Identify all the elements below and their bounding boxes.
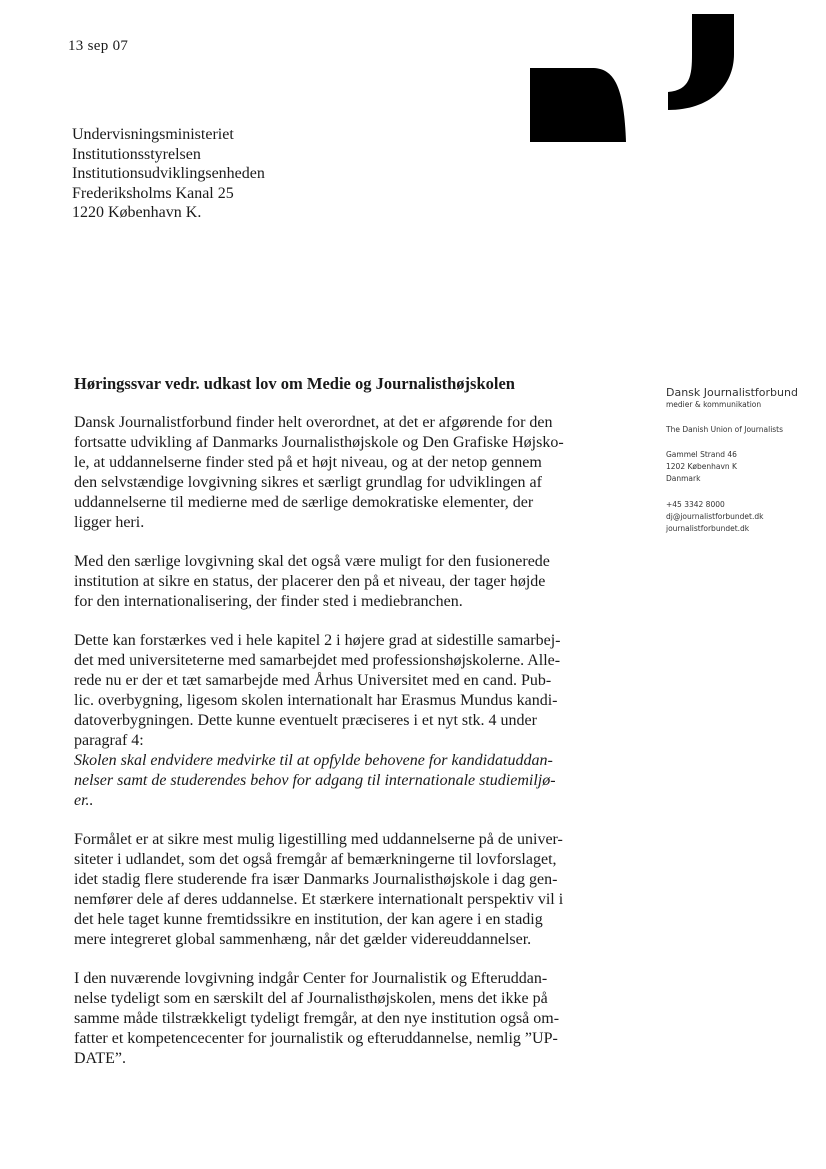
text-line: Med den særlige lovgivning skal det også være muligt for den fusionerede (74, 553, 550, 570)
text-line: le, at uddannelserne finder sted på et højt niveau, og at der netop gennem (74, 454, 542, 471)
recipient-address (72, 125, 265, 223)
recipient-line: Frederiksholms Kanal 25 (72, 184, 234, 202)
sender-name: Dansk Journalistforbund (666, 386, 798, 399)
proposed-text-line: er.. (74, 792, 94, 809)
text-line: nelse tydeligt som en særskilt del af Journalisthøjskolen, mens det ikke på (74, 990, 548, 1007)
text-line: for den internationalisering, der finder sted i mediebranchen. (74, 593, 463, 610)
recipient-line: Institutionsstyrelsen (72, 145, 201, 163)
logo-d-shape (530, 68, 626, 142)
sender-contact (666, 499, 816, 535)
text-line: DATE”. (74, 1050, 126, 1067)
text-line: det hele taget kunne fremtidssikre en institution, der kan agere i en stadig (74, 911, 543, 928)
proposed-text-line: nelser samt de studerendes behov for adgang til internationale studiemiljø- (74, 772, 556, 789)
text-line: det med universiteterne med samarbejdet med professionshøjskolerne. Alle- (74, 652, 561, 669)
text-line: rede nu er der et tæt samarbejde med Århus Universitet med en cand. Pub- (74, 672, 552, 689)
text-line: idet stadig flere studerende fra især Danmarks Journalisthøjskole i dag gen- (74, 871, 558, 888)
sender-address-line: Gammel Strand 46 (666, 450, 737, 459)
text-line: fortsatte udvikling af Danmarks Journalisthøjskole og Den Grafiske Højsko- (74, 434, 564, 451)
letter-body (74, 373, 586, 1088)
recipient-line: Undervisningsministeriet (72, 126, 234, 143)
body-paragraph (74, 631, 586, 811)
text-line: Dette kan forstærkes ved i hele kapitel 2 i højere grad at sidestille samarbej- (74, 632, 561, 649)
letter-heading: Høringssvar vedr. udkast lov om Medie og Journalisthøjskolen (74, 374, 515, 393)
dj-logo (530, 14, 736, 142)
sender-address (666, 449, 816, 485)
text-line: institution at sikre en status, der placerer den på et niveau, der tager højde (74, 573, 546, 590)
letter-date: 13 sep 07 (68, 38, 129, 54)
text-line: ligger heri. (74, 514, 145, 531)
sender-subtitle: medier & kommunikation (666, 400, 762, 409)
text-line: fatter et kompetencecenter for journalistik og efteruddannelse, nemlig ”UP- (74, 1030, 558, 1047)
proposed-text-line: Skolen skal endvidere medvirke til at opfylde behovene for kandidatuddan- (74, 752, 553, 769)
text-line: I den nuværende lovgivning indgår Center for Journalistik og Efteruddan- (74, 970, 548, 987)
text-line: datoverbygningen. Dette kunne eventuelt præciseres i et nyt stk. 4 under (74, 712, 537, 729)
recipient-line: Institutionsudviklingsenheden (72, 165, 265, 182)
text-line: samme måde tilstrækkeligt tydeligt fremgår, at den nye institution også om- (74, 1010, 560, 1027)
text-line: paragraf 4: (74, 732, 144, 749)
logo-j-shape (668, 14, 734, 110)
body-paragraph (74, 969, 586, 1069)
body-paragraph (74, 413, 586, 533)
text-line: siteter i udlandet, som det også fremgår af bemærkningerne til lovforslaget, (74, 851, 557, 868)
text-line: lic. overbygning, ligesom skolen internationalt har Erasmus Mundus kandi- (74, 692, 558, 709)
text-line: den selvstændige lovgivning sikres et særligt grundlag for udviklingen af (74, 474, 542, 491)
recipient-line: 1220 København K. (72, 204, 202, 221)
text-line: uddannelserne til medierne med de særlige demokratiske elementer, der (74, 494, 534, 511)
text-line: mere integreret global sammenhæng, når det gælder videreuddannelser. (74, 931, 532, 948)
text-line: Formålet er at sikre mest mulig ligestilling med uddannelserne på de univer- (74, 831, 563, 848)
sender-email: dj@journalistforbundet.dk (666, 512, 764, 521)
sender-english-name: The Danish Union of Journalists (666, 425, 784, 434)
sender-address-line: Danmark (666, 474, 701, 483)
sender-phone: +45 3342 8000 (666, 500, 725, 509)
body-paragraph (74, 830, 586, 950)
sender-address-line: 1202 København K (666, 462, 737, 471)
body-paragraph (74, 552, 586, 612)
sender-website: journalistforbundet.dk (666, 524, 750, 533)
sender-info (666, 386, 816, 535)
text-line: nemfører dele af deres uddannelse. Et stærkere internationalt perspektiv vil i (74, 891, 564, 908)
text-line: Dansk Journalistforbund finder helt overordnet, at det er afgørende for den (74, 414, 553, 431)
